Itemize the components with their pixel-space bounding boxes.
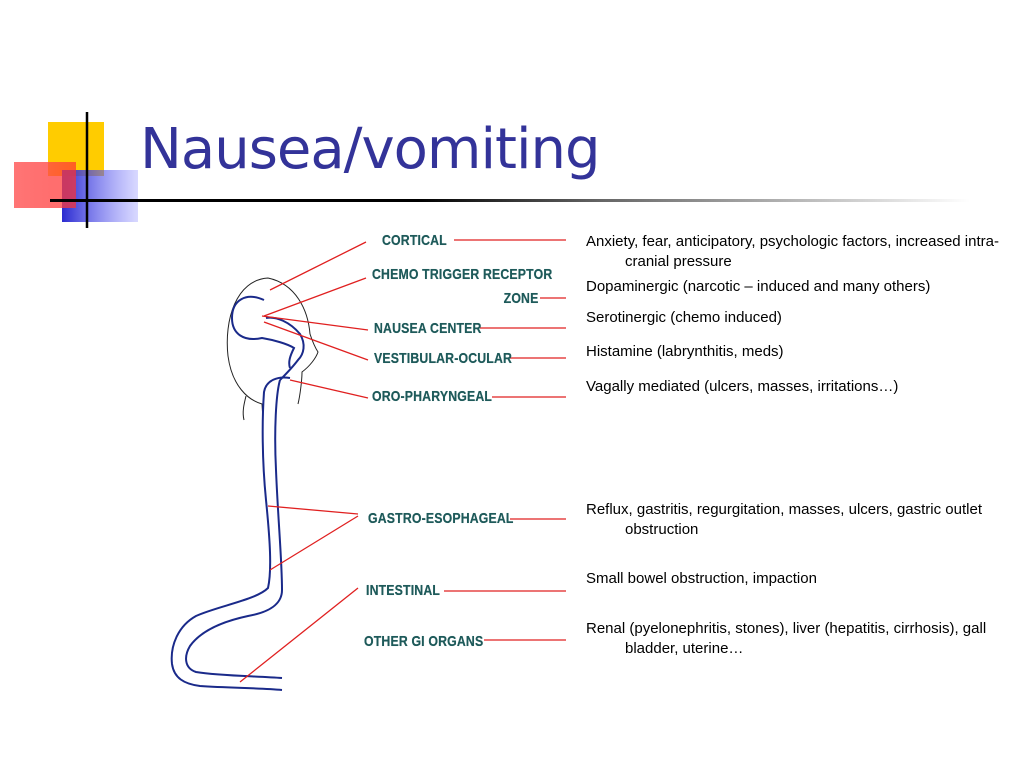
- cause-other-gi: Renal (pyelonephritis, stones), liver (hepatitis, cirrhosis), gall bladder, uterine…: [586, 620, 987, 657]
- label-nausea-center: NAUSEA CENTER: [374, 320, 482, 337]
- leader-intestinal-body: [240, 588, 358, 682]
- cause-nausea-center: Serotinergic (chemo induced): [586, 309, 782, 326]
- label-oro-pharyngeal: ORO-PHARYNGEAL: [372, 388, 493, 405]
- label-vestibular-ocular: VESTIBULAR-OCULAR: [374, 350, 513, 367]
- cause-cortical: Anxiety, fear, anticipatory, psychologic factors, increased intra-cranial pressure: [586, 233, 999, 270]
- slide-title: Nausea/vomiting: [140, 117, 600, 182]
- cause-oropharyngeal: Vagally mediated (ulcers, masses, irritations…): [586, 378, 899, 395]
- label-intestinal: INTESTINAL: [366, 582, 441, 599]
- label-ctz-line1: CHEMO TRIGGER RECEPTOR: [372, 266, 553, 283]
- leader-gastro-body-1: [268, 506, 358, 514]
- leader-gastro-body-2: [270, 516, 358, 570]
- cause-gastroesophageal: Reflux, gastritis, regurgitation, masses, ulcers, gastric outlet obstruction: [586, 501, 982, 538]
- label-other-gi-organs: OTHER GI ORGANS: [364, 633, 484, 650]
- label-cortical: CORTICAL: [382, 232, 447, 249]
- leader-ctz-body: [264, 278, 366, 316]
- cause-intestinal: Small bowel obstruction, impaction: [586, 570, 817, 587]
- cause-vestibular: Histamine (labrynthitis, meds): [586, 343, 784, 360]
- cause-ctz: Dopaminergic (narcotic – induced and many others): [586, 278, 931, 295]
- leader-oro-body: [290, 380, 368, 398]
- leader-nausea-body: [262, 316, 368, 330]
- label-ctz-line2: ZONE: [503, 290, 538, 307]
- gi-tract-outline: [172, 297, 304, 690]
- label-gastro-esophageal: GASTRO-ESOPHAGEAL: [368, 510, 514, 527]
